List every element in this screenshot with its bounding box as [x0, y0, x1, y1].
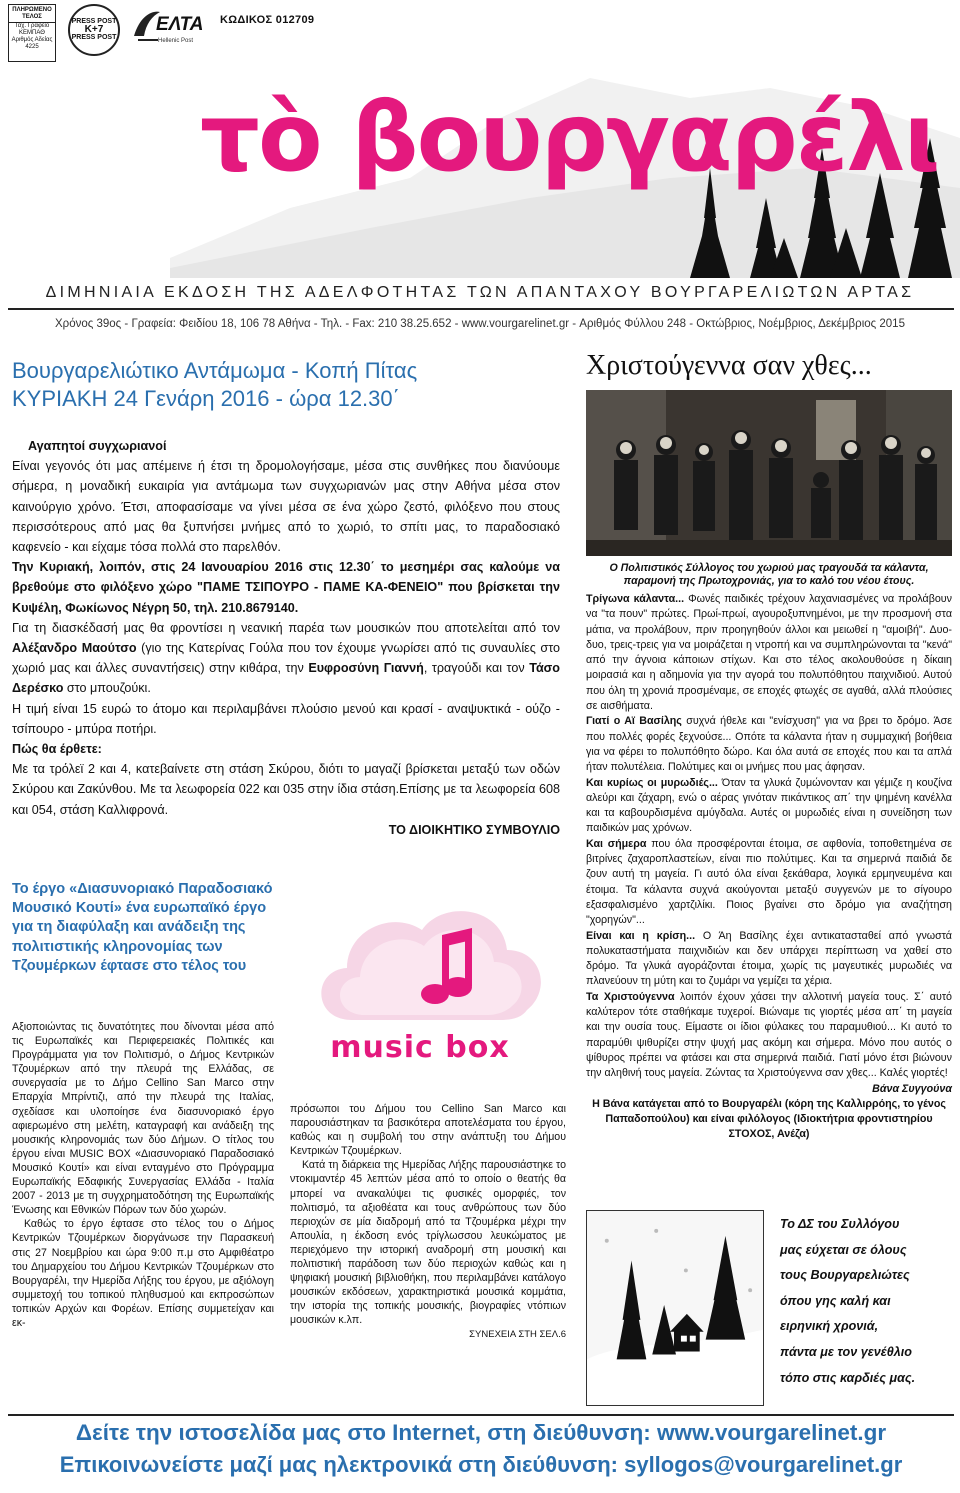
musician-name: Ευφροσύνη Γιαννή [308, 661, 424, 676]
musicbox-paragraph: πρόσωποι του Δήμου του Cellino San Marco και παρουσιάστηκαν τα βασικότερα αποτελέσματα του έργου, καθώς και η συμβολή του στην ανάπτυξη του Δήμου Κεντρικών Τζουμέρκων. [290, 1103, 566, 1158]
xmas-paragraph: Τρίγωνα κάλαντα... Φωνές παιδικές τρέχουν λαχανιασμένες να προλάβουν να "τα πουν" πρώτες. Πρωί-πρωί, αγουροξυπνημένοι, με την προσμονή στα μάτια, να προλάβουν, πριν προηγηθούν άλλοι και μειωθεί η "αμοιβή". Δυο-δυο, τρεις-τρεις για να μοιράζεται η ντροπή και να συμπληρώνονται τα "κενά" από την άγνοια κάποιων στίχων. Και στο τέλος ακολουθούσε η δίκαιη μοιρασιά και η αδημονία για την αγορά του πολυπόθητου παιχνιδιού. Αυτού που όλη τη χρονιά προσμέναμε, σε εποχές φτωχές σε αγαθά, αλλά πλούσιες σε αισθήματα. [586, 593, 952, 713]
article-invitation: Την Κυριακή, λοιπόν, στις 24 Ιανουαρίου 2016 στις 12.30΄ το μεσημέρι σας καλούμε να βρεθούμε στο φιλόξενο χώρο "ΠΑΜΕ ΤΣΙΠΟΥΡΟ - ΠΑΜΕ ΚΑ-ΦΕΝΕΙΟ" που βρίσκεται την Κυψέλη, Φωκίωνος Νέγρη 50, τηλ. 210.8679140. [12, 560, 560, 615]
article-paragraph-music: Για τη διασκέδασή μας θα φροντίσει η νεανική παρέα των μουσικών που αποτελείται από τον Αλέξανδρο Μαούτσο (γιο της Κατερίνας Γούλα που τον έχουμε γνωρίσει από τις συναυλίες στο χωριό μας και άλλες συναντήσεις) στην κιθάρα, την Ευφροσύνη Γιαννή, τραγούδι και τον Τάσο Δερέσκο στο μπουζούκι. [12, 620, 561, 696]
musicbox-paragraph: Αξιοποιώντας τις δυνατότητες που δίνονται μέσα από τις Ευρωπαϊκές και Περιφερειακές Πολιτικές και Προγράμματα για τον Πολιτισμό, ο Δήμος Κεντρικών Τζουμέρκων από την πλευρά της Ελλάδας, σε συνεργασία με το Δήμο Cellino San Marco στην Επαρχία Μπρίντιζι, από την πλευρά της Ιταλίας, σχεδίασε και υλοποίησε ένα διασυνοριακό έργο αφιερωμένο στη μελέτη, καταγραφή και ανάδειξη της μουσικής κληρονομιάς των δύο Δήμων. Ο τίτλος του έργου είναι MUSIC BOX «Διασυνοριακό Παραδοσιακό Μουσικό Κουτί» και είναι ενταγμένο στο Πρόγραμμα Ευρωπαϊκής Εδαφικής Συνεργασίας Ελλάδα - Ιταλία 2007 - 2013 με τη συγχρηματοδότηση της Ευρωπαϊκής Ένωσης και Εθνικών Πόρων των δύο χωρών. [12, 1021, 274, 1217]
article-directions-heading: Πώς θα έρθετε: [12, 742, 102, 757]
xmas-author: Βάνα Συγγούνα [872, 1082, 952, 1095]
greeting-line: μας εύχεται σε όλους [780, 1242, 907, 1257]
stamp-line: 4225 [25, 44, 39, 50]
headline-date: ΚΥΡΙΑΚΗ 24 Γενάρη 2016 - ώρα 12.30΄ [12, 386, 400, 411]
musicbox-article [12, 1020, 274, 1330]
board-greeting [780, 1212, 958, 1391]
xmas-paragraph: Τα Χριστούγεννα λοιπόν έχουν χάσει την αλλοτινή μαγεία τους. Σ΄ αυτό καλύτερον τότε σταθήκαμε τυχεροί. Βιώναμε τις γιορτές μέσα απ΄ τη μαγεία και την ουσία τους. Είμαστε οι ίδιοι φύλακες του παραμυθιού... Κι αυτό το παραμύθι ψιθυρίζει στην ψυχή μας ακόμη και σήμερα. Μόνο που αυτός ο ψίθυρος πρέπει να φτάσει και στα σημερινά παιδιά. Γιατί μόνο έτσι βιώνουν την αληθινή τους μαγεία. Ζώντας τα Χριστούγεννα σαν χθες... Καλές γιορτές! [586, 990, 952, 1080]
xmas-paragraph: Γιατί ο Αϊ Βασίλης συχνά ήθελε και "ενίσχυση" για να βρει το δρόμο. Άσε που πολλές φορές ξεχνούσε... Οπότε τα κάλαντα ήταν η συμμαχική βοήθεια για να φέρει το πολυπόθητο δώρο. Και όλα αυτά σε εποχές που και τα απλά ήταν πολυτέλεια. Πολύτιμες και οι μνήμες που μας άφησαν. [586, 715, 953, 774]
greeting-line: όπου γης καλή και [780, 1293, 891, 1308]
main-article [12, 436, 560, 840]
greeting-line: τόπο στις καρδιές μας. [780, 1370, 916, 1385]
article-greeting: Αγαπητοί συγχωριανοί [28, 439, 167, 453]
music-box-wordmark: music box [330, 1030, 510, 1065]
stamp-line: ΚΕΜΠΑΘ [19, 30, 45, 36]
greeting-line: ειρηνική χρονιά, [780, 1319, 879, 1334]
greeting-line: Το ΔΣ του Συλλόγου [780, 1217, 900, 1231]
stamp-heading: ΠΛΗΡΩΜΕΝΟ ΤΕΛΟΣ [9, 7, 55, 23]
footer-email: Επικοινωνείστε μαζί μας ηλεκτρονικά στη διεύθυνση: syllogos@vourgarelinet.gr [59, 1452, 903, 1477]
footer-website: Δείτε την ιστοσελίδα μας στο Internet, στη διεύθυνση: www.vourgarelinet.gr [75, 1420, 887, 1445]
press-post-bottom: PRESS POST [71, 34, 117, 41]
author-note: Η Βάνα κατάγεται από το Βουργαρέλι (κόρη της Καλλιρρόης, το γένος Παπαδοπούλου) και είναι φιλόλογος (Ιδιοκτήτρια φροντιστηρίου ΣΤΟΧΟΣ, Ανέζα) [592, 1097, 946, 1141]
greeting-line: τους Βουργαρελιώτες [780, 1268, 910, 1283]
xmas-paragraph: Και κυρίως οι μυρωδιές... Όταν τα γλυκά ζυμώνονταν και γέμιζε η κουζίνα αλεύρι και ζάχαρη, ενώ ο αέρας γινόταν πικάντικος απ΄ την ψημένη κανέλλα και τα καβουρδισμένα αμύγδαλα. Αυτές οι μυρωδιές είναι η συνείδηση των παιδικών μας χρόνων. [586, 776, 952, 835]
press-post-stamp [68, 4, 120, 56]
elta-subtitle: Hellenic Post [158, 38, 194, 44]
press-post-top: PRESS POST [71, 18, 117, 25]
headline-gathering: Βουργαρελιώτικο Αντάμωμα - Κοπή Πίτας [12, 358, 418, 383]
article-directions: Με τα τρόλεϊ 2 και 4, κατεβαίνετε στη στάση Σκύρου, διότι το μαγαζί βρίσκεται μεταξύ των οδών Σκύρου και Ζακύνθου. Με τα λεωφορεία 022 και 035 στην ίδια στάση.Επίσης με τα λεωφορεία 608 και 054, στάση Καλλιφρονά. [12, 762, 560, 817]
xmas-paragraph: Είναι και η κρίση... Ο Άη Βασίλης έχει αντικατασταθεί από γνωστά πολυκαταστήματα παιχνιδιών και δεν υπάρχει περίπτωση να χαθεί στο δρόμο. Τα γλυκά αγοράζονται έτοιμα, χωρίς τις μαγευτικές μυρωδιές να πλανεύουν τη μύτη και το ζυμάρι να γεμίζει τα χέρια. [586, 929, 952, 988]
musician-name: Αλέξανδρο Μαούτσο [12, 641, 137, 656]
postal-code: ΚΩΔΙΚΟΣ 012709 [220, 14, 315, 26]
newspaper-title: τὸ βουργαρέλι [200, 84, 939, 193]
musicbox-paragraph: Καθώς το έργο έφτασε στο τέλος του ο Δήμος Κεντρικών Τζουμέρκων διοργάνωσε την Παρασκευή στις 27 Νοεμβρίου και ώρα 9:00 π.μ στο Αμφιθέατρο του Δημαρχείου του Δήμου Κεντρικών Τζουμέρκων στο Βουργαρέλι, την Ημερίδα Λήξης του έργου, με αξιόλογη συμμετοχή του τοπικού πληθυσμού και εκπροσώπων τοπικών Αρχών και Φορέων. Επίσης συμμετείχαν και εκ- [12, 1218, 274, 1329]
press-post-mid: Κ+7 [84, 24, 104, 35]
continued-note: ΣΥΝΕΧΕΙΑ ΣΤΗ ΣΕΛ.6 [469, 1328, 566, 1340]
xmas-title: Χριστούγεννα σαν χθες... [586, 350, 872, 381]
snowy-village-drawing [586, 1210, 764, 1406]
masthead-divider [8, 308, 954, 310]
footer-divider [8, 1414, 954, 1416]
music-box-logo [292, 880, 560, 1100]
carol-singers-photo [586, 390, 952, 556]
musician-name: Τάσο Δερέσκο [12, 661, 560, 696]
postage-paid-stamp [8, 4, 56, 62]
issue-info: Χρόνος 39ος - Γραφεία: Φειδίου 18, 106 78 Αθήνα - Τηλ. - Fax: 210 38.25.652 - www.vourgarelinet.gr - Αριθμός Φύλλου 248 - Οκτώβριος, Νοέμβριος, Δεκέμβριος 2015 [55, 318, 905, 330]
musicbox-article-cont [290, 1102, 566, 1342]
stamp-line: Αριθμός Αδείας [11, 37, 53, 43]
elta-logo [132, 6, 202, 52]
musicbox-paragraph: Κατά τη διάρκεια της Ημερίδας Λήξης παρουσιάστηκε το ντοκιμαντέρ 45 λεπτών μέσα από το οποίο ο θεατής θα μπορεί να ανακαλύψει τις φυσικές ομορφιές, τον πολιτισμό, τα αξιοθέατα και τους ανθρώπους των δύο περιοχών σε μία διαδρομή από τα Τζουμέρκα μέχρι την Απουλία, η έκδοση ενός τρίγλωσσου λευκώματος με περιεχόμενο την ιστορική αναδρομή στη μουσική και πολιτιστική παράδοση των δύο περιοχών καθώς και η ψηφιακή μουσική βιβλιοθήκη, που περιλαμβάνει κατάλογο μουσικών εκδόσεων, χαρακτηριστικά μουσικά κομμάτια, την ιστορία της τοπικής μουσικής, βιογραφίες ντόπιων μουσικών κ.λπ. [290, 1159, 566, 1327]
elta-wordmark: ΕΛΤΑ [156, 14, 204, 35]
article-price: Η τιμή είναι 15 ευρώ το άτομο και περιλαμβάνει πλούσιο μενού και κρασί - αναψυκτικά - ούζο - τσίπουρο - μπύρα ποτήρι. [12, 701, 560, 736]
photo-caption: Ο Πολιτιστικός Σύλλογος του χωριού μας τραγουδά τα κάλαντα, παραμονή της Πρωτοχρονιάς, για το καλό του νέου έτους. [609, 562, 929, 587]
masthead-subtitle: ΔΙΜΗΝΙΑΙΑ ΕΚΔΟΣΗ ΤΗΣ ΑΔΕΛΦΟΤΗΤΑΣ ΤΩΝ ΑΠΑΝΤΑΧΟΥ ΒΟΥΡΓΑΡΕΛΙΩΤΩΝ ΑΡΤΑΣ [45, 284, 915, 301]
article-paragraph: Είναι γεγονός ότι μας απέμεινε ή έτσι τη δρομολογήσαμε, μέσα στις συνθήκες που διανύουμε σήμερα, η μοναδική ευκαιρία για αντάμωμα των συγχωριανών μας στην Αθήνα μέσα στον καινούργιο χρόνο. Έτσι, αποφασίσαμε να γίνει μέσα σε ένα χώρο ζεστό, φιλόξενο που στους περισσότερους από μας θα ξυπνήσει μνήμες από το χωριό, το σπίτι μας, το παραδοσιακό καφενείο - και είχαμε τόσα πολλά στο παρελθόν. [12, 459, 560, 555]
stamp-line: Ταχ. Γραφείο [14, 23, 50, 29]
article-signature: ΤΟ ΔΙΟΙΚΗΤΙΚΟ ΣΥΜΒΟΥΛΙΟ [388, 822, 560, 837]
xmas-paragraph: Και σήμερα που όλα προσφέρονται έτοιμα, σε αφθονία, τοποθετημένα σε βιτρίνες ζαχαροπλαστείων, είναι πιο πολύτιμες. Και τα σημερινά παιδιά δε ζουν αυτή τη μαγεία. Γι αυτό όλα είναι ξεκάθαρα, λογικά ερμηνευμένα και έτοιμα. Τα κάλαντα συχνά ακούγονται μεταξύ συγγενών με το σίγουρο εξασφαλισμένο χαρτζιλίκι. Ποιος βγαίνει στο δρόμο για αναζήτηση "χορηγών"... [586, 837, 952, 927]
xmas-article [586, 592, 952, 1143]
musicbox-headline: Το έργο «Διασυνοριακό Παραδοσιακό Μουσικό Κουτί» ένα ευρωπαϊκό έργο για τη διαφύλαξη και ανάδειξη της πολιτιστικής κληρονομίας των Τζουμέρκων έφτασε στο τέλος του [12, 881, 273, 974]
greeting-line: πάντα με τον γενέθλιο [780, 1344, 912, 1359]
